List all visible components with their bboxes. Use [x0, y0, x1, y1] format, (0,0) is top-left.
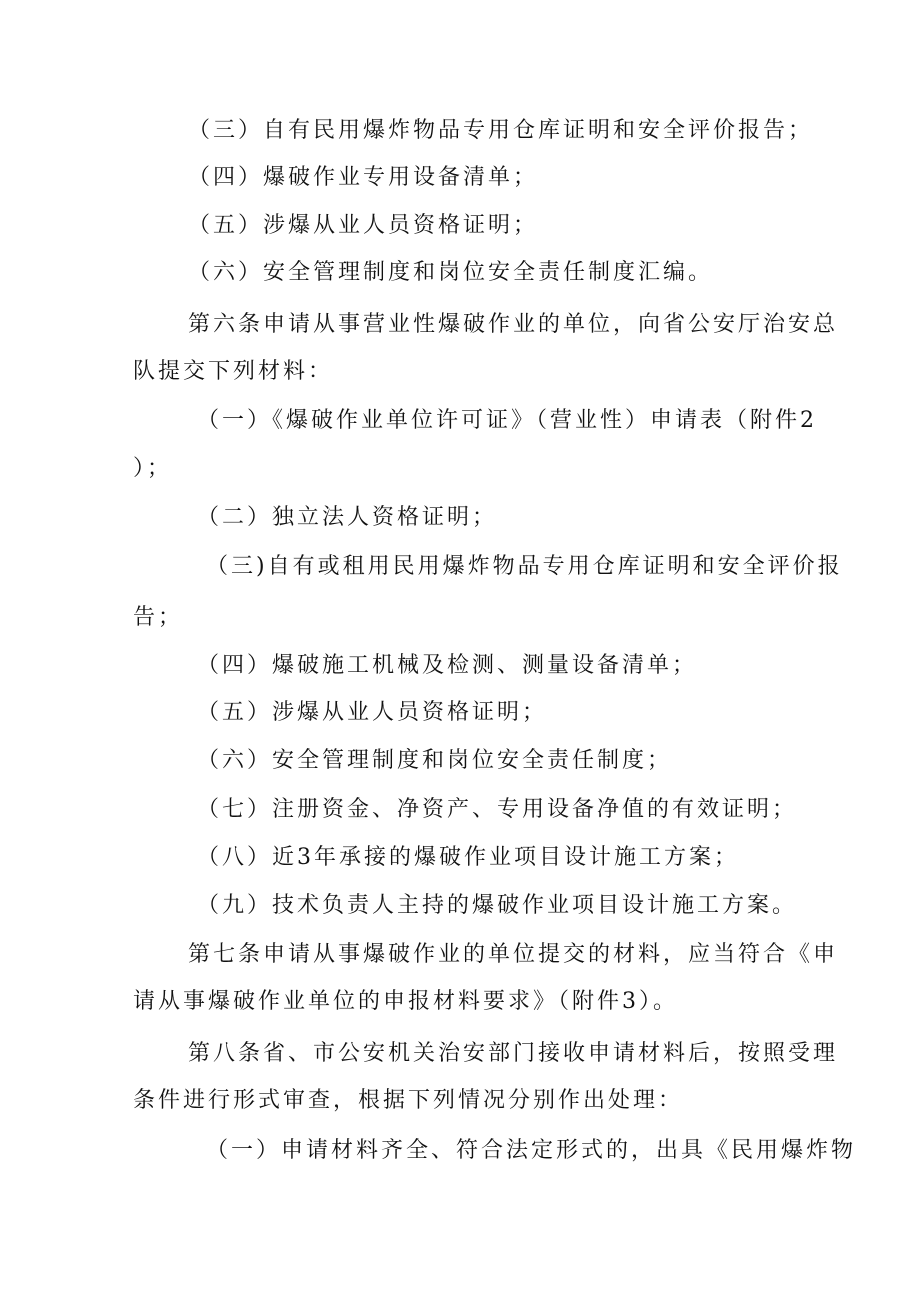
text-line-1: （三）自有民用爆炸物品专用仓库证明和安全评价报告； — [188, 118, 814, 143]
text-line-16: （八）近3年承接的爆破作业项目设计施工方案； — [197, 845, 739, 870]
text-line-11: 告； — [133, 605, 184, 630]
text-line-18: 第七条申请从事爆破作业的单位提交的材料，应当符合《申 — [188, 942, 839, 967]
text-line-3: （五）涉爆从业人员资格证明； — [188, 213, 539, 238]
text-line-20: 第八条省、市公安机关治安部门接收申请材料后，按照受理 — [188, 1041, 839, 1066]
text-line-5: 第六条申请从事营业性爆破作业的单位，向省公安厅治安总 — [188, 312, 839, 337]
text-line-8: ）； — [133, 456, 173, 481]
text-line-10: （三)自有或租用民用爆炸物品专用仓库证明和安全评价报 — [206, 554, 843, 579]
text-line-6: 队提交下列材料： — [133, 359, 334, 384]
text-line-12: （四）爆破施工机械及检测、测量设备清单； — [197, 653, 698, 678]
text-line-21: 条件进行形式审查，根据下列情况分别作出处理： — [133, 1088, 684, 1113]
text-line-17: （九）技术负责人主持的爆破作业项目设计施工方案。 — [197, 893, 798, 918]
text-line-2: （四）爆破作业专用设备清单； — [188, 165, 539, 190]
text-line-9: （二）独立法人资格证明； — [197, 505, 498, 530]
text-line-4: （六）安全管理制度和岗位安全责任制度汇编。 — [188, 260, 714, 285]
text-line-15: （七）注册资金、净资产、专用设备净值的有效证明； — [197, 797, 798, 822]
text-line-7: （一）《爆破作业单位许可证》（营业性）申请表（附件2 — [197, 408, 817, 433]
text-line-22: （一）申请材料齐全、符合法定形式的，出具《民用爆炸物 — [206, 1138, 857, 1163]
text-line-13: （五）涉爆从业人员资格证明； — [197, 700, 548, 725]
text-line-14: （六）安全管理制度和岗位安全责任制度； — [197, 748, 673, 773]
text-line-19: 请从事爆破作业单位的申报材料要求》（附件3）。 — [133, 989, 678, 1014]
